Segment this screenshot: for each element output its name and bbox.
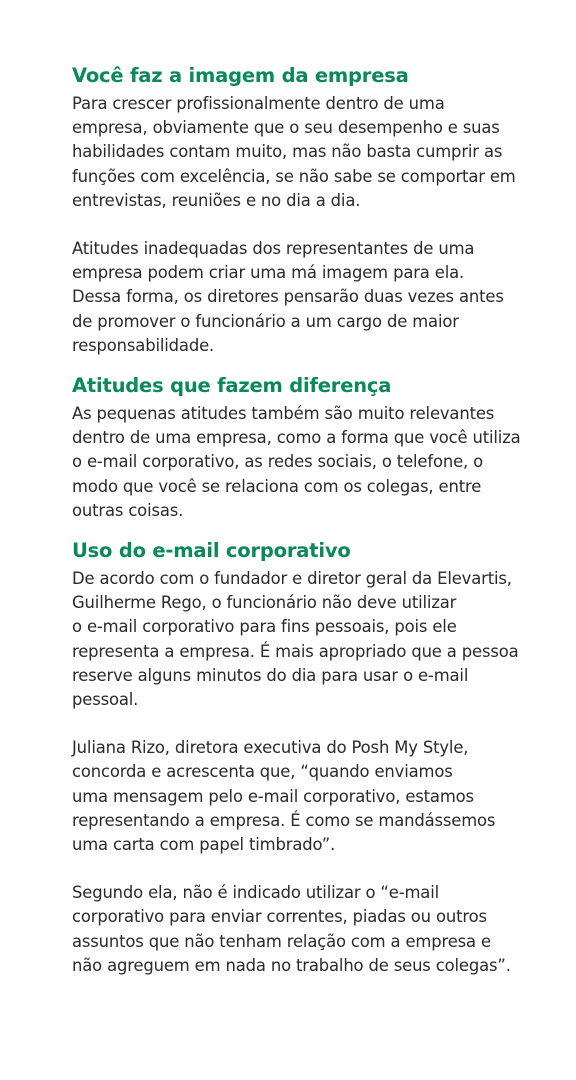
text-line: Para crescer profissionalmente dentro de uma	[72, 94, 445, 113]
text-line: Dessa forma, os diretores pensarão duas vezes antes	[72, 287, 504, 307]
text-line: Segundo ela, não é indicado utilizar o “e-mail	[72, 883, 439, 903]
text-line: assuntos que não tenham relação com a empresa e	[72, 931, 491, 951]
section-heading: Uso do e-mail corporativo	[72, 539, 351, 563]
text-line: concorda e acrescenta que, “quando enviamos	[72, 762, 453, 782]
text-line: As pequenas atitudes também são muito relevantes	[72, 404, 495, 424]
paragraph	[72, 736, 532, 857]
paragraph	[72, 92, 532, 213]
text-line: De acordo com o fundador e diretor geral da Elevartis,	[72, 569, 512, 589]
text-line: Guilherme Rego, o funcionário não deve utilizar	[72, 593, 457, 613]
text-line: não agreguem em nada no trabalho de seus colegas”.	[72, 955, 511, 975]
paragraph	[72, 402, 532, 523]
paragraph	[72, 881, 532, 978]
paragraph	[72, 567, 532, 712]
text-line: outras coisas.	[72, 500, 184, 520]
text-line: reserve alguns minutos do dia para usar o e-mail	[72, 665, 469, 685]
article	[72, 62, 532, 978]
text-line: de promover o funcionário a um cargo de maior	[72, 311, 459, 331]
text-line: entrevistas, reuniões e no dia a dia.	[72, 190, 361, 210]
section-heading: Você faz a imagem da empresa	[72, 64, 409, 87]
section-atitudes-que-fazem-diferenca	[72, 372, 532, 523]
section-uso-do-email-corporativo	[72, 537, 532, 978]
text-line: uma carta com papel timbrado”.	[72, 835, 336, 855]
text-line: empresa podem criar uma má imagem para ela.	[72, 263, 465, 283]
text-line: habilidades contam muito, mas não basta cumprir as	[72, 142, 503, 162]
text-line: modo que você se relaciona com os colegas, entre	[72, 476, 482, 496]
text-line: Atitudes inadequadas dos representantes de uma	[72, 239, 475, 259]
text-line: representando a empresa. É como se mandássemos	[72, 810, 496, 830]
section-heading: Atitudes que fazem diferença	[72, 374, 392, 398]
text-line: corporativo para enviar correntes, piadas ou outros	[72, 907, 487, 927]
text-line: empresa, obviamente que o seu desempenho e suas	[72, 118, 500, 138]
text-line: dentro de uma empresa, como a forma que você utiliza	[72, 428, 521, 448]
text-line: pessoal.	[72, 690, 139, 710]
text-line: representa a empresa. É mais apropriado que a pessoa	[72, 641, 519, 661]
paragraph	[72, 237, 532, 358]
text-line: uma mensagem pelo e-mail corporativo, estamos	[72, 786, 474, 806]
text-line: Juliana Rizo, diretora executiva do Posh My Style,	[72, 738, 469, 758]
text-line: funções com excelência, se não sabe se comportar em	[72, 166, 516, 186]
text-line: o e-mail corporativo para fins pessoais, pois ele	[72, 617, 457, 637]
text-line: responsabilidade.	[72, 335, 215, 355]
text-line: o e-mail corporativo, as redes sociais, o telefone, o	[72, 452, 484, 472]
section-voce-faz-a-imagem	[72, 62, 532, 358]
